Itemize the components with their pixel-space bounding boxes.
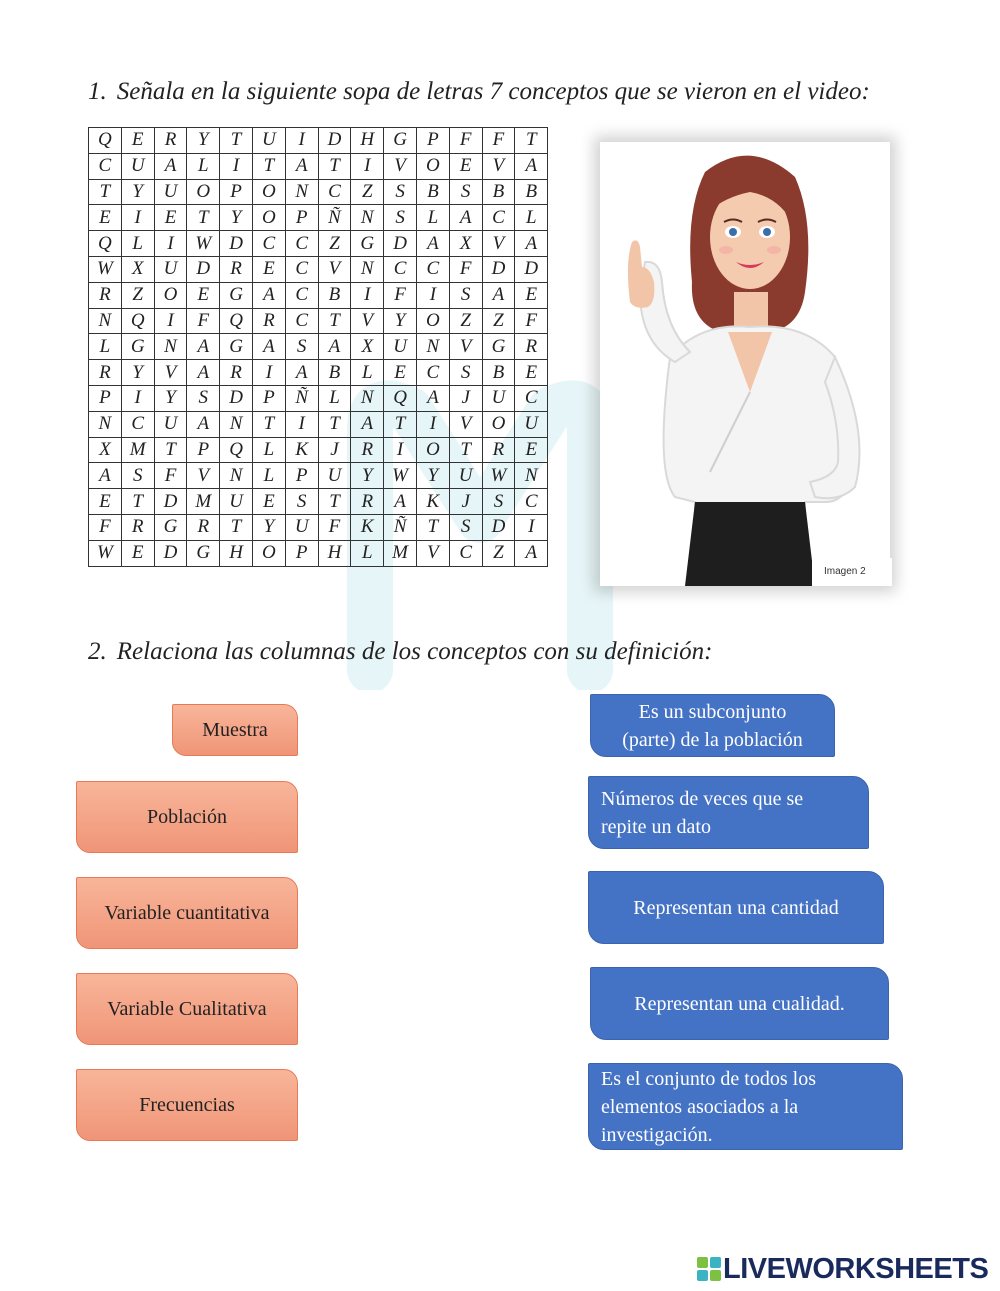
definition-line: Números de veces que se [601, 787, 804, 810]
definition-cantidad[interactable] [588, 871, 884, 944]
grid-cell[interactable]: T [318, 153, 351, 179]
definition-line: (parte) de la población [622, 728, 803, 751]
grid-row [89, 179, 548, 205]
grid-cell[interactable]: T [318, 489, 351, 515]
grid-cell[interactable]: B [482, 360, 515, 386]
grid-cell[interactable]: O [416, 153, 449, 179]
grid-row [89, 128, 548, 154]
grid-cell[interactable]: D [220, 385, 253, 411]
grid-cell[interactable]: M [121, 437, 154, 463]
grid-cell[interactable]: Y [187, 128, 220, 154]
grid-cell[interactable]: A [449, 205, 482, 231]
grid-cell[interactable]: K [285, 437, 318, 463]
grid-cell[interactable]: I [154, 231, 187, 257]
grid-cell[interactable]: A [384, 489, 417, 515]
grid-cell[interactable]: G [187, 540, 220, 566]
grid-cell[interactable]: F [482, 128, 515, 154]
grid-cell[interactable]: L [351, 540, 384, 566]
grid-cell[interactable]: O [416, 437, 449, 463]
grid-cell[interactable]: Z [482, 540, 515, 566]
grid-cell[interactable]: C [416, 256, 449, 282]
grid-cell[interactable]: T [449, 437, 482, 463]
grid-cell[interactable]: A [187, 360, 220, 386]
grid-cell[interactable]: D [154, 489, 187, 515]
question-1-number: 1. [88, 78, 107, 105]
grid-cell[interactable]: R [220, 256, 253, 282]
definition-line: Es el conjunto de todos los [601, 1067, 816, 1090]
grid-row [89, 411, 548, 437]
grid-cell[interactable]: Q [220, 437, 253, 463]
grid-cell[interactable]: U [384, 334, 417, 360]
grid-row [89, 514, 548, 540]
grid-cell[interactable]: A [416, 385, 449, 411]
grid-cell[interactable]: B [515, 179, 548, 205]
grid-cell[interactable]: I [515, 514, 548, 540]
grid-cell[interactable]: P [285, 463, 318, 489]
grid-row [89, 334, 548, 360]
grid-cell[interactable]: I [416, 411, 449, 437]
grid-cell[interactable]: G [154, 514, 187, 540]
grid-cell[interactable]: C [384, 256, 417, 282]
grid-cell[interactable]: G [121, 334, 154, 360]
concept-variable-cualitativa[interactable]: Variable Cualitativa [76, 973, 298, 1045]
grid-cell[interactable]: U [220, 489, 253, 515]
grid-cell[interactable]: U [482, 385, 515, 411]
grid-cell[interactable]: R [89, 360, 122, 386]
concept-muestra[interactable]: Muestra [172, 704, 298, 756]
grid-cell[interactable]: A [351, 411, 384, 437]
grid-cell[interactable]: N [154, 334, 187, 360]
grid-cell[interactable]: V [187, 463, 220, 489]
grid-cell[interactable]: E [384, 360, 417, 386]
grid-cell[interactable]: T [318, 308, 351, 334]
grid-cell[interactable]: S [121, 463, 154, 489]
grid-cell[interactable]: A [252, 282, 285, 308]
grid-cell[interactable]: R [351, 489, 384, 515]
grid-cell[interactable]: E [252, 256, 285, 282]
grid-cell[interactable]: Z [351, 179, 384, 205]
grid-cell[interactable]: F [515, 308, 548, 334]
grid-cell[interactable]: P [89, 385, 122, 411]
grid-cell[interactable]: D [482, 256, 515, 282]
grid-row [89, 360, 548, 386]
grid-cell[interactable]: I [285, 128, 318, 154]
grid-cell[interactable]: E [121, 540, 154, 566]
grid-cell[interactable]: M [187, 489, 220, 515]
grid-cell[interactable]: V [351, 308, 384, 334]
grid-cell[interactable]: S [384, 205, 417, 231]
grid-cell[interactable]: C [515, 385, 548, 411]
word-search-grid [88, 127, 548, 567]
grid-cell[interactable]: I [154, 308, 187, 334]
grid-row [89, 231, 548, 257]
grid-cell[interactable]: L [187, 153, 220, 179]
grid-cell[interactable]: V [449, 411, 482, 437]
grid-row [89, 463, 548, 489]
grid-cell[interactable]: T [252, 411, 285, 437]
grid-row [89, 153, 548, 179]
grid-cell[interactable]: T [121, 489, 154, 515]
grid-cell[interactable]: T [154, 437, 187, 463]
grid-cell[interactable]: A [285, 360, 318, 386]
grid-cell[interactable]: U [515, 411, 548, 437]
grid-cell[interactable]: E [121, 128, 154, 154]
grid-cell[interactable]: V [154, 360, 187, 386]
grid-cell[interactable]: I [416, 282, 449, 308]
grid-cell[interactable]: C [449, 540, 482, 566]
grid-cell[interactable]: Y [416, 463, 449, 489]
grid-cell[interactable]: S [285, 489, 318, 515]
grid-cell[interactable]: A [318, 334, 351, 360]
grid-cell[interactable]: F [89, 514, 122, 540]
grid-row [89, 489, 548, 515]
grid-cell[interactable]: O [416, 308, 449, 334]
grid-cell[interactable]: S [285, 334, 318, 360]
grid-cell[interactable]: C [121, 411, 154, 437]
grid-row [89, 282, 548, 308]
grid-cell[interactable]: C [89, 153, 122, 179]
grid-cell[interactable]: J [318, 437, 351, 463]
grid-cell[interactable]: F [318, 514, 351, 540]
grid-cell[interactable]: G [482, 334, 515, 360]
grid-cell[interactable]: I [220, 153, 253, 179]
grid-cell[interactable]: S [384, 179, 417, 205]
grid-cell[interactable]: E [252, 489, 285, 515]
grid-cell[interactable]: R [252, 308, 285, 334]
grid-cell[interactable]: D [482, 514, 515, 540]
grid-cell[interactable]: S [449, 282, 482, 308]
grid-cell[interactable]: E [89, 489, 122, 515]
grid-cell[interactable]: C [285, 256, 318, 282]
grid-cell[interactable]: P [285, 205, 318, 231]
grid-cell[interactable]: P [285, 540, 318, 566]
liveworksheets-icon [697, 1257, 721, 1281]
grid-cell[interactable]: Ñ [384, 514, 417, 540]
brand-name: LIVEWORKSHEETS [723, 1252, 989, 1285]
grid-cell[interactable]: A [285, 153, 318, 179]
grid-cell[interactable]: D [154, 540, 187, 566]
grid-cell[interactable]: L [515, 205, 548, 231]
definition-cualidad[interactable] [590, 967, 889, 1040]
grid-cell[interactable]: N [220, 411, 253, 437]
grid-cell[interactable]: T [252, 153, 285, 179]
grid-cell[interactable]: D [318, 128, 351, 154]
definition-numero-veces[interactable] [588, 776, 869, 849]
grid-cell[interactable]: F [187, 308, 220, 334]
grid-cell[interactable]: N [351, 385, 384, 411]
grid-cell[interactable]: B [318, 360, 351, 386]
question-2-number: 2. [88, 638, 107, 665]
word-search-table [88, 127, 548, 567]
grid-cell[interactable]: L [89, 334, 122, 360]
grid-cell[interactable]: E [515, 360, 548, 386]
grid-cell[interactable]: N [351, 205, 384, 231]
grid-cell[interactable]: J [449, 385, 482, 411]
grid-cell[interactable]: C [515, 489, 548, 515]
grid-cell[interactable]: T [187, 205, 220, 231]
grid-cell[interactable]: W [89, 540, 122, 566]
grid-cell[interactable]: O [482, 411, 515, 437]
grid-cell[interactable]: H [220, 540, 253, 566]
grid-cell[interactable]: U [285, 514, 318, 540]
grid-row [89, 205, 548, 231]
grid-cell[interactable]: Z [121, 282, 154, 308]
question-2-text: Relaciona las columnas de los conceptos con su definición: [116, 638, 713, 665]
grid-cell[interactable]: Z [449, 308, 482, 334]
concept-frecuencias[interactable]: Frecuencias [76, 1069, 298, 1141]
grid-cell[interactable]: Y [351, 463, 384, 489]
grid-cell[interactable]: G [220, 282, 253, 308]
grid-cell[interactable]: G [220, 334, 253, 360]
grid-cell[interactable]: K [416, 489, 449, 515]
teacher-figure [600, 142, 890, 586]
question-1-text: Señala en la siguiente sopa de letras 7 conceptos que se vieron en el video: [116, 78, 870, 105]
grid-cell[interactable]: L [252, 437, 285, 463]
grid-cell[interactable]: A [187, 411, 220, 437]
grid-cell[interactable]: S [449, 179, 482, 205]
grid-cell[interactable]: E [89, 205, 122, 231]
grid-cell[interactable]: A [187, 334, 220, 360]
grid-cell[interactable]: X [121, 256, 154, 282]
grid-cell[interactable]: S [187, 385, 220, 411]
grid-cell[interactable]: Ñ [318, 205, 351, 231]
grid-cell[interactable]: O [252, 540, 285, 566]
grid-cell[interactable]: V [449, 334, 482, 360]
grid-cell[interactable]: Y [154, 385, 187, 411]
grid-cell[interactable]: F [449, 128, 482, 154]
grid-cell[interactable]: C [318, 179, 351, 205]
grid-cell[interactable]: O [187, 179, 220, 205]
grid-cell[interactable]: M [384, 540, 417, 566]
grid-cell[interactable]: Ñ [285, 385, 318, 411]
grid-cell[interactable]: L [318, 385, 351, 411]
grid-cell[interactable]: Y [121, 179, 154, 205]
grid-cell[interactable]: G [351, 231, 384, 257]
grid-cell[interactable]: Z [318, 231, 351, 257]
grid-row [89, 437, 548, 463]
grid-cell[interactable]: C [285, 231, 318, 257]
grid-cell[interactable]: N [89, 308, 122, 334]
grid-cell[interactable]: E [449, 153, 482, 179]
definition-line: Es un subconjunto [638, 700, 787, 723]
definition-line: repite un dato [601, 815, 711, 838]
grid-cell[interactable]: D [220, 231, 253, 257]
grid-cell[interactable]: R [351, 437, 384, 463]
grid-cell[interactable]: V [318, 256, 351, 282]
grid-cell[interactable]: S [449, 514, 482, 540]
grid-cell[interactable]: A [416, 231, 449, 257]
grid-cell[interactable]: B [318, 282, 351, 308]
grid-cell[interactable]: X [449, 231, 482, 257]
grid-cell[interactable]: A [515, 231, 548, 257]
grid-cell[interactable]: O [154, 282, 187, 308]
grid-cell[interactable]: I [252, 360, 285, 386]
liveworksheets-logo [697, 1252, 988, 1286]
grid-cell[interactable]: E [187, 282, 220, 308]
grid-cell[interactable]: I [351, 153, 384, 179]
grid-cell[interactable]: P [416, 128, 449, 154]
grid-row [89, 308, 548, 334]
grid-cell[interactable]: R [154, 128, 187, 154]
grid-cell[interactable]: N [220, 463, 253, 489]
grid-cell[interactable]: T [515, 128, 548, 154]
grid-cell[interactable]: A [89, 463, 122, 489]
grid-cell[interactable]: C [285, 282, 318, 308]
definition-line: Representan una cualidad. [634, 992, 845, 1015]
grid-cell[interactable]: S [449, 360, 482, 386]
grid-cell[interactable]: R [220, 360, 253, 386]
grid-cell[interactable]: R [89, 282, 122, 308]
grid-cell[interactable]: P [187, 437, 220, 463]
grid-cell[interactable]: Q [89, 231, 122, 257]
grid-cell[interactable]: A [154, 153, 187, 179]
grid-cell[interactable]: P [220, 179, 253, 205]
teacher-illustration [600, 142, 890, 586]
grid-cell[interactable]: G [384, 128, 417, 154]
grid-cell[interactable]: D [384, 231, 417, 257]
grid-cell[interactable]: N [515, 463, 548, 489]
grid-cell[interactable]: L [351, 360, 384, 386]
question-1-title [88, 78, 870, 106]
grid-cell[interactable]: Y [252, 514, 285, 540]
grid-cell[interactable]: U [154, 411, 187, 437]
grid-cell[interactable]: T [318, 411, 351, 437]
grid-cell[interactable]: K [351, 514, 384, 540]
concept-variable-cuantitativa[interactable]: Variable cuantitativa [76, 877, 298, 949]
definition-line: elementos asociados a la [601, 1095, 799, 1118]
grid-cell[interactable]: V [416, 540, 449, 566]
grid-cell[interactable]: B [482, 179, 515, 205]
definition-line: investigación. [601, 1123, 713, 1146]
image-caption: Imagen 2 [812, 558, 892, 586]
grid-cell[interactable]: W [187, 231, 220, 257]
grid-cell[interactable]: U [449, 463, 482, 489]
grid-cell[interactable]: C [252, 231, 285, 257]
grid-cell[interactable]: I [121, 385, 154, 411]
definition-subconjunto[interactable] [590, 694, 835, 757]
definition-conjunto[interactable] [588, 1063, 903, 1150]
grid-cell[interactable]: H [351, 128, 384, 154]
grid-cell[interactable]: B [416, 179, 449, 205]
grid-cell[interactable]: Z [482, 308, 515, 334]
grid-cell[interactable]: I [384, 437, 417, 463]
grid-cell[interactable]: O [252, 179, 285, 205]
grid-cell[interactable]: P [252, 385, 285, 411]
grid-cell[interactable]: X [351, 334, 384, 360]
grid-cell[interactable]: V [384, 153, 417, 179]
grid-cell[interactable]: E [154, 205, 187, 231]
grid-cell[interactable]: T [384, 411, 417, 437]
question-2-title [88, 638, 712, 666]
grid-cell[interactable]: L [416, 205, 449, 231]
grid-cell[interactable]: T [416, 514, 449, 540]
grid-cell[interactable]: U [154, 256, 187, 282]
grid-cell[interactable]: R [121, 514, 154, 540]
grid-cell[interactable]: J [449, 489, 482, 515]
grid-cell[interactable]: I [121, 205, 154, 231]
grid-row [89, 385, 548, 411]
grid-cell[interactable]: I [351, 282, 384, 308]
grid-cell[interactable]: N [89, 411, 122, 437]
grid-cell[interactable]: D [515, 256, 548, 282]
concept-poblacion[interactable]: Población [76, 781, 298, 853]
grid-cell[interactable]: R [187, 514, 220, 540]
grid-cell[interactable]: R [515, 334, 548, 360]
grid-row [89, 540, 548, 566]
grid-cell[interactable]: A [515, 153, 548, 179]
grid-cell[interactable]: T [220, 128, 253, 154]
grid-cell[interactable]: W [482, 463, 515, 489]
grid-cell[interactable]: A [515, 540, 548, 566]
grid-cell[interactable]: F [449, 256, 482, 282]
grid-cell[interactable]: V [482, 153, 515, 179]
grid-cell[interactable]: D [187, 256, 220, 282]
grid-cell[interactable]: Q [89, 128, 122, 154]
grid-cell[interactable]: U [121, 153, 154, 179]
grid-cell[interactable]: L [252, 463, 285, 489]
grid-cell[interactable]: H [318, 540, 351, 566]
grid-cell[interactable]: C [416, 360, 449, 386]
grid-cell[interactable]: S [482, 489, 515, 515]
grid-cell[interactable]: N [416, 334, 449, 360]
grid-cell[interactable]: E [515, 437, 548, 463]
grid-cell[interactable]: C [482, 205, 515, 231]
grid-cell[interactable]: U [318, 463, 351, 489]
definition-line: Representan una cantidad [633, 896, 839, 919]
grid-cell[interactable]: C [285, 308, 318, 334]
grid-cell[interactable]: I [285, 411, 318, 437]
grid-cell[interactable]: W [89, 256, 122, 282]
grid-cell[interactable]: N [351, 256, 384, 282]
grid-cell[interactable]: F [154, 463, 187, 489]
grid-row [89, 256, 548, 282]
grid-cell[interactable]: X [89, 437, 122, 463]
grid-cell[interactable]: T [220, 514, 253, 540]
grid-cell[interactable]: R [482, 437, 515, 463]
grid-cell[interactable]: L [121, 231, 154, 257]
grid-cell[interactable]: Y [220, 205, 253, 231]
grid-cell[interactable]: Q [121, 308, 154, 334]
grid-cell[interactable]: N [285, 179, 318, 205]
grid-cell[interactable]: Q [384, 385, 417, 411]
grid-cell[interactable]: O [252, 205, 285, 231]
grid-cell[interactable]: Y [384, 308, 417, 334]
grid-cell[interactable]: F [384, 282, 417, 308]
grid-cell[interactable]: Y [121, 360, 154, 386]
grid-cell[interactable]: T [89, 179, 122, 205]
grid-cell[interactable]: E [515, 282, 548, 308]
grid-cell[interactable]: W [384, 463, 417, 489]
grid-cell[interactable]: U [252, 128, 285, 154]
grid-cell[interactable]: Q [220, 308, 253, 334]
grid-cell[interactable]: A [482, 282, 515, 308]
grid-cell[interactable]: U [154, 179, 187, 205]
grid-cell[interactable]: V [482, 231, 515, 257]
grid-cell[interactable]: A [252, 334, 285, 360]
